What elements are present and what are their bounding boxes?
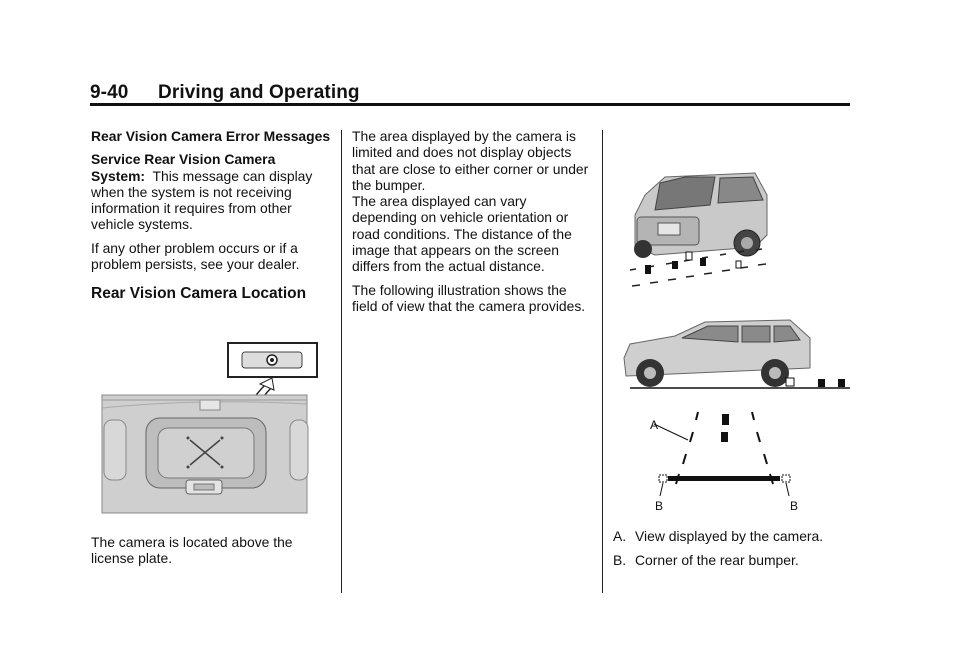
error-messages-heading: Rear Vision Camera Error Messages	[91, 128, 331, 144]
legend-letter: B.	[613, 552, 627, 569]
label-b-left: B	[655, 499, 664, 513]
display-limit-paragraph: The area displayed by the camera is limited and does not display objects that are close to either corner or under the bumper.	[352, 128, 589, 193]
page-header	[90, 82, 850, 104]
column-divider	[602, 130, 603, 593]
column-middle	[352, 128, 592, 321]
display-vary-paragraph: The area displayed can vary depending on vehicle orientation or road conditions. The distance of the image that appears on the screen differs from the actual distance.	[352, 193, 572, 275]
service-message-term: Service Rear Vision Camera System:	[91, 151, 276, 184]
ground-markers-illustration	[628, 248, 778, 290]
section-title: Driving and Operating	[158, 82, 360, 103]
service-message-paragraph	[91, 151, 331, 232]
legend-text: Corner of the rear bumper.	[635, 552, 799, 569]
page-number: 9-40	[90, 82, 129, 103]
dealer-paragraph: If any other problem occurs or if a problem persists, see your dealer.	[91, 239, 300, 273]
camera-location-heading: Rear Vision Camera Location	[91, 285, 307, 303]
label-a: A	[650, 418, 659, 432]
suv-side-view-illustration	[620, 318, 852, 394]
service-message-desc: This message can display when the system is not receiving information it requires from other vehicle systems.	[91, 167, 313, 233]
legend-item	[613, 552, 858, 568]
legend-letter: A.	[613, 528, 627, 544]
camera-field-of-view-diagram	[648, 408, 798, 514]
camera-location-illustration	[100, 340, 322, 515]
header-rule	[90, 103, 850, 106]
legend-item	[613, 528, 858, 544]
legend-text: View displayed by the camera.	[635, 528, 824, 544]
legend-list	[613, 528, 858, 577]
label-b-right: B	[790, 499, 799, 513]
illustration-intro-paragraph: The following illustration shows the field of view that the camera provides.	[352, 281, 586, 314]
column-left	[91, 128, 331, 303]
column-divider	[341, 130, 342, 593]
camera-location-caption: The camera is located above the license plate.	[91, 534, 293, 567]
